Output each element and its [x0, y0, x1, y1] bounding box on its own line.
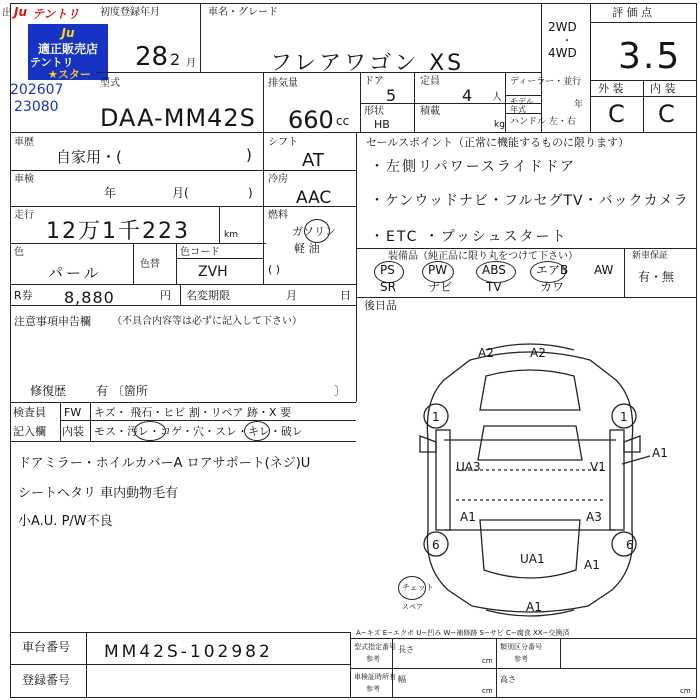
ac-value: AAC: [296, 188, 332, 208]
notes-sub: （不具合内容等は必ずに記入して下さい）: [112, 316, 302, 327]
comment-3: 小A.U. P/W不良: [18, 514, 113, 529]
mileage-label: 走行: [14, 210, 34, 221]
shift-value: AT: [302, 150, 324, 171]
registration-label: 登録番号: [22, 673, 71, 687]
equip-pw: PW: [428, 263, 448, 277]
logo-prefix: 出: [2, 8, 12, 19]
recycle-value: 8,880: [64, 288, 115, 307]
model-label: 型式: [100, 78, 120, 89]
equip-abs: ABS: [482, 263, 506, 277]
exterior-value: C: [608, 100, 625, 128]
equip-ps-circle: [374, 261, 404, 283]
month-unit: 月: [186, 58, 196, 69]
color-change-label: 色替: [140, 259, 160, 270]
inspection-label: 車検: [14, 174, 34, 185]
class-sub: 参考: [514, 655, 528, 663]
mileage-unit: km: [224, 230, 238, 240]
capacity-label: 定員: [420, 76, 440, 87]
inspector-label-2: 記入欄: [13, 425, 46, 438]
logo-badge-line3: テントリ: [30, 56, 74, 69]
first-reg-label: 初度登録年月: [100, 7, 160, 18]
load-label: 積載: [420, 106, 440, 117]
doors-value: 5: [386, 86, 397, 105]
logo-badge-line2: 適正販売店: [37, 42, 98, 56]
shift-label: シフト: [268, 137, 298, 148]
inspector-row2: モス・汚レ・コゲ・穴・スレ・キレ・破レ: [94, 425, 303, 438]
fuel-label: 燃料: [268, 210, 288, 221]
color-code-value: ZVH: [198, 264, 228, 280]
shape-value: HB: [374, 118, 390, 131]
ac-label: 冷房: [268, 174, 288, 185]
new-car-value: 有・無: [638, 270, 675, 284]
fuel-diesel: 軽 油: [294, 242, 320, 255]
name-change-label: 名変期限: [186, 289, 230, 302]
inspector-circle-stain: [134, 421, 166, 441]
capacity-value: 4: [462, 86, 473, 105]
mark-left-rear-a1: A1: [460, 510, 476, 524]
diagram-note: チェット: [402, 583, 434, 592]
repair-value: 有 〔箇所: [96, 384, 148, 398]
chassis-label: 車台番号: [22, 640, 71, 654]
equip-aw: AW: [594, 263, 614, 277]
history-close: ): [246, 146, 252, 164]
mark-rl-wheel: 6: [432, 538, 440, 552]
color-value: パール: [48, 264, 102, 282]
dealer-label: ディーラー・並行: [510, 77, 582, 87]
inspector-label-1: 検査員: [13, 406, 46, 419]
inspector-fw: FW: [64, 406, 82, 419]
length-label: 長さ: [398, 645, 414, 654]
drive-4wd: 4WD: [548, 46, 577, 60]
doors-label: ドア: [364, 76, 384, 87]
displacement-unit: cc: [336, 114, 350, 128]
equip-airbag: エアB: [536, 263, 569, 277]
mark-fr-wheel: 1: [620, 410, 628, 424]
mark-front-a2-right: A2: [530, 346, 546, 360]
drive-dot: ・: [562, 36, 572, 47]
notes-label: 注意事項申告欄: [14, 315, 91, 328]
inspector-circle-scuff: [244, 421, 270, 441]
chassis-value: MM42S-102982: [104, 642, 273, 662]
model-year-label: モデル: [510, 97, 534, 106]
drive-2wd: 2WD: [548, 20, 577, 34]
logo-brand-blue: テントリ: [32, 7, 80, 21]
equip-sr: SR: [380, 280, 396, 294]
mark-rear-bumper-a1: A1: [526, 600, 542, 614]
comment-1: ドアミラー・ホイルカバーA ロアサポート(ネジ)U: [18, 456, 311, 471]
equip-tv: TV: [486, 280, 502, 294]
handle-label: ハンドル 左・右: [510, 117, 576, 127]
logo-badge-line4: ★スター: [48, 68, 91, 81]
equipment-label: 装備品（純正品に限り丸をつけて下さい）: [388, 251, 578, 262]
history-value: 自家用・(: [56, 148, 122, 166]
diagram-note-sub: スペア: [402, 603, 423, 611]
fuel-gas: ガソリン: [292, 225, 336, 238]
equip-abs-circle: [476, 261, 516, 283]
vehicle-cert-sub: 参考: [366, 685, 380, 693]
car-name-value: フレアワゴン XS: [270, 51, 465, 76]
logo-brand-red: Ju: [14, 5, 28, 19]
load-unit: kg: [494, 120, 505, 130]
model-year-sub: 年式: [510, 105, 526, 114]
mark-fl-wheel: 1: [432, 410, 440, 424]
first-reg-month: 2: [170, 50, 181, 69]
car-diagram: [400, 340, 660, 620]
capacity-unit: 人: [492, 92, 502, 103]
cert-sub: 参考: [366, 655, 380, 663]
after-label: 後日品: [364, 299, 397, 312]
height-label: 高さ: [500, 675, 516, 684]
equip-ps: PS: [380, 263, 395, 277]
vehicle-cert-label: 車検証時所有: [354, 673, 396, 681]
inspection-month: 月(: [172, 186, 189, 200]
name-change-month: 月: [286, 289, 297, 302]
mileage-value: 12万1千223: [46, 219, 190, 244]
sales-point-1: ・左側リパワースライドドア: [370, 159, 577, 175]
first-reg-year: 28: [135, 42, 169, 72]
mark-front-a2-left: A2: [478, 346, 494, 360]
height-cm: cm: [680, 687, 691, 695]
comment-2: シートヘタリ 車内動物毛有: [18, 486, 179, 501]
mark-rear-side-a1: A1: [584, 558, 600, 572]
logo-code-1: 202607: [10, 82, 64, 98]
sales-point-2: ・ケンウッドナビ・フルセグTV・バックカメラ: [370, 193, 689, 209]
exterior-label: 外 装: [598, 82, 624, 95]
inspection-year: 年: [104, 186, 117, 200]
damage-legend: A−キズ E−エクボ U−凹み W−補修跡 S−サビ C−腐食 XX−交換済: [356, 629, 570, 637]
inspector-row1: キズ・ 飛石・ヒビ 割・リペア 跡・X 要: [94, 406, 292, 419]
history-label: 車歴: [14, 137, 34, 148]
equip-leather: カワ: [540, 280, 565, 294]
width-label: 幅: [398, 675, 406, 684]
mark-left-door-ua3: UA3: [456, 460, 481, 474]
car-name-label: 車名・グレード: [208, 7, 278, 18]
width-cm: cm: [482, 687, 493, 695]
interior-value: C: [658, 100, 675, 128]
score-value: 3.5: [618, 36, 682, 77]
class-label: 類別区分番号: [500, 643, 542, 651]
recycle-label: R券: [14, 289, 33, 302]
displacement-label: 排気量: [268, 78, 298, 89]
cert-label: 型式指定番号: [354, 643, 396, 651]
name-change-day: 日: [340, 289, 351, 302]
sales-point-3: ・ETC ・プッシュスタート: [370, 229, 568, 245]
shape-label: 形状: [364, 106, 384, 117]
displacement-value: 660: [288, 106, 334, 134]
recycle-yen: 円: [160, 289, 171, 302]
sales-points-label: セールスポイント（正常に機能するものに限ります）: [366, 136, 630, 149]
length-cm: cm: [482, 657, 493, 665]
logo-code-2: 23080: [14, 99, 59, 115]
equip-airbag-circle: [530, 261, 569, 283]
inspector-in-label: 内装: [62, 425, 84, 438]
color-code-label: 色コード: [180, 247, 220, 258]
repair-label: 修復歴: [30, 384, 67, 398]
interior-label: 内 装: [650, 82, 676, 95]
equip-navi: ナビ: [428, 280, 453, 294]
fuel-paren: ( ): [268, 263, 281, 276]
score-label: 評 価 点: [612, 6, 652, 19]
repair-close: 〕: [334, 384, 347, 398]
mark-rr-wheel: 6: [626, 538, 634, 552]
mark-right-rear-a3: A3: [586, 510, 602, 524]
new-car-label: 新車保証: [632, 251, 669, 261]
mark-right-door-v1: V1: [590, 460, 606, 474]
year-unit: 年: [574, 100, 584, 110]
color-label: 色: [14, 247, 24, 258]
inspection-close: ): [248, 186, 253, 200]
model-value: DAA-MM42S: [100, 104, 256, 132]
equip-pw-circle: [422, 261, 454, 283]
mark-right-side-a1: A1: [652, 446, 668, 460]
logo-badge-ju: Ju: [61, 26, 75, 40]
mark-rear-ua1: UA1: [520, 552, 545, 566]
fuel-gas-circle: [304, 219, 330, 243]
